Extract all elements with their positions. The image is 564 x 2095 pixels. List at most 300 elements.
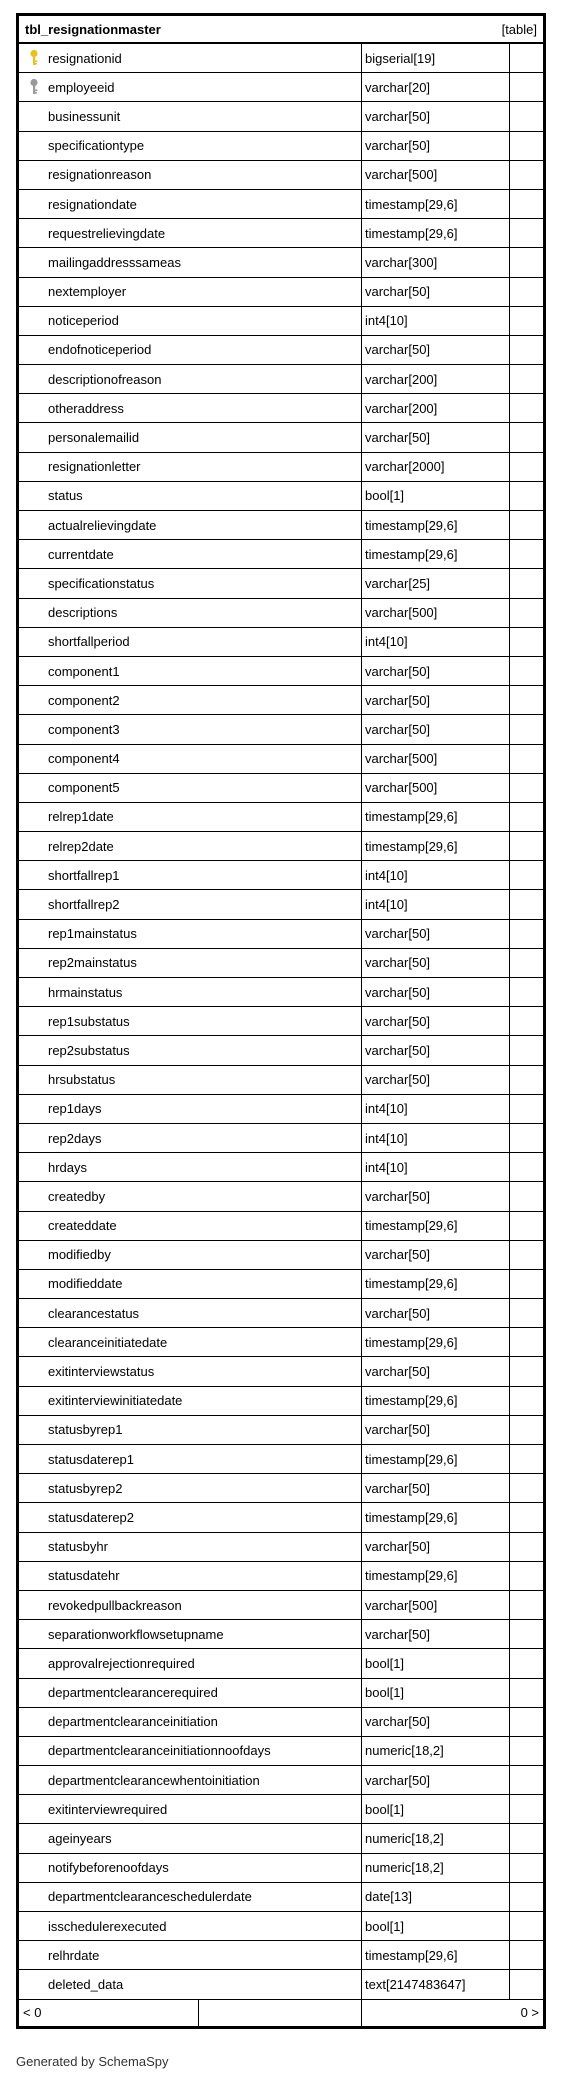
column-type: varchar[50]	[362, 1036, 510, 1064]
column-row[interactable]	[19, 1562, 543, 1591]
column-name: exitinterviewinitiatedate	[48, 1393, 183, 1409]
column-row[interactable]	[19, 482, 543, 511]
column-name: rep2mainstatus	[48, 955, 137, 971]
column-extra-cell	[510, 1007, 543, 1035]
column-type: date[13]	[362, 1883, 510, 1911]
column-name-cell	[19, 1503, 362, 1531]
column-extra-cell	[510, 453, 543, 481]
column-type: numeric[18,2]	[362, 1737, 510, 1765]
column-row[interactable]	[19, 1416, 543, 1445]
column-row[interactable]	[19, 1241, 543, 1270]
column-name: statusbyhr	[48, 1539, 108, 1555]
column-name-cell	[19, 1679, 362, 1707]
child-count: 0 >	[520, 2005, 539, 2021]
column-name: actualrelievingdate	[48, 517, 157, 533]
key-placeholder	[24, 223, 44, 243]
key-placeholder	[24, 1653, 44, 1673]
column-name-cell	[19, 1299, 362, 1327]
column-type: varchar[2000]	[362, 453, 510, 481]
column-name-cell	[19, 1357, 362, 1385]
column-name: separationworkflowsetupname	[48, 1626, 224, 1642]
column-row[interactable]	[19, 307, 543, 336]
column-extra-cell	[510, 102, 543, 130]
column-row[interactable]	[19, 1357, 543, 1386]
column-row[interactable]	[19, 365, 543, 394]
column-type: varchar[500]	[362, 774, 510, 802]
column-extra-cell	[510, 1328, 543, 1356]
column-name-cell	[19, 1328, 362, 1356]
column-name-cell	[19, 1533, 362, 1561]
key-placeholder	[24, 1303, 44, 1323]
column-name-cell	[19, 1036, 362, 1064]
column-type: timestamp[29,6]	[362, 219, 510, 247]
column-name: departmentclearanceinitiationnoofdays	[48, 1743, 271, 1759]
column-extra-cell	[510, 599, 543, 627]
column-name: endofnoticeperiod	[48, 342, 152, 358]
key-placeholder	[24, 1683, 44, 1703]
column-name-cell	[19, 278, 362, 306]
column-name-cell	[19, 190, 362, 218]
column-type: varchar[50]	[362, 102, 510, 130]
column-extra-cell	[510, 686, 543, 714]
column-name: revokedpullbackreason	[48, 1597, 182, 1613]
column-extra-cell	[510, 1503, 543, 1531]
column-extra-cell	[510, 920, 543, 948]
column-row[interactable]	[19, 1328, 543, 1357]
column-type: varchar[50]	[362, 1357, 510, 1385]
column-row[interactable]	[19, 540, 543, 569]
key-placeholder	[24, 515, 44, 535]
column-extra-cell	[510, 1416, 543, 1444]
key-placeholder	[24, 865, 44, 885]
column-name-cell	[19, 803, 362, 831]
column-row[interactable]	[19, 1212, 543, 1241]
key-placeholder	[24, 1011, 44, 1031]
key-placeholder	[24, 1916, 44, 1936]
table-name: tbl_resignationmaster	[25, 21, 161, 37]
column-type: text[2147483647]	[362, 1970, 510, 1998]
column-type: varchar[50]	[362, 978, 510, 1006]
column-name-cell	[19, 657, 362, 685]
column-name: component3	[48, 721, 120, 737]
column-type: timestamp[29,6]	[362, 1328, 510, 1356]
column-row[interactable]	[19, 1883, 543, 1912]
column-row[interactable]	[19, 1474, 543, 1503]
column-row[interactable]	[19, 1620, 543, 1649]
key-placeholder	[24, 544, 44, 564]
column-row[interactable]	[19, 920, 543, 949]
column-name: departmentclearancerequired	[48, 1685, 218, 1701]
column-row[interactable]	[19, 44, 543, 73]
column-type: varchar[50]	[362, 715, 510, 743]
column-type: numeric[18,2]	[362, 1854, 510, 1882]
column-name-cell	[19, 1007, 362, 1035]
column-type: timestamp[29,6]	[362, 511, 510, 539]
column-extra-cell	[510, 1153, 543, 1181]
column-name: statusdaterep1	[48, 1451, 135, 1467]
key-placeholder	[24, 953, 44, 973]
column-name: shortfallrep2	[48, 897, 120, 913]
column-name-cell	[19, 511, 362, 539]
key-placeholder	[24, 1507, 44, 1527]
column-type: varchar[50]	[362, 1241, 510, 1269]
column-row[interactable]	[19, 1066, 543, 1095]
column-name-cell	[19, 1095, 362, 1123]
key-placeholder	[24, 603, 44, 623]
column-name: rep2days	[48, 1130, 102, 1146]
column-extra-cell	[510, 132, 543, 160]
column-extra-cell	[510, 278, 543, 306]
column-row[interactable]	[19, 336, 543, 365]
column-row[interactable]	[19, 423, 543, 452]
column-type: timestamp[29,6]	[362, 540, 510, 568]
parent-count: < 0	[19, 2000, 199, 2026]
key-placeholder	[24, 1887, 44, 1907]
column-name-cell	[19, 219, 362, 247]
column-row[interactable]	[19, 1007, 543, 1036]
column-name-cell	[19, 1620, 362, 1648]
column-row[interactable]	[19, 1679, 543, 1708]
column-extra-cell	[510, 1562, 543, 1590]
column-row[interactable]	[19, 1095, 543, 1124]
key-placeholder	[24, 428, 44, 448]
column-row[interactable]	[19, 190, 543, 219]
column-row[interactable]	[19, 1387, 543, 1416]
key-placeholder	[24, 1186, 44, 1206]
column-name-cell	[19, 540, 362, 568]
key-placeholder	[24, 1537, 44, 1557]
column-extra-cell	[510, 1795, 543, 1823]
column-name-cell	[19, 1912, 362, 1940]
key-placeholder	[24, 1128, 44, 1148]
column-name-cell	[19, 1066, 362, 1094]
column-extra-cell	[510, 423, 543, 451]
key-placeholder	[24, 1245, 44, 1265]
column-extra-cell	[510, 1679, 543, 1707]
column-type: varchar[50]	[362, 1766, 510, 1794]
column-name: currentdate	[48, 546, 114, 562]
key-placeholder	[24, 136, 44, 156]
key-placeholder	[24, 1216, 44, 1236]
column-type: varchar[50]	[362, 1620, 510, 1648]
column-name: descriptions	[48, 605, 118, 621]
column-name: statusbyrep2	[48, 1480, 123, 1496]
key-placeholder	[24, 778, 44, 798]
column-extra-cell	[510, 657, 543, 685]
column-type: int4[10]	[362, 307, 510, 335]
column-name-cell	[19, 1737, 362, 1765]
column-name-cell	[19, 569, 362, 597]
column-name-cell	[19, 1824, 362, 1852]
column-row[interactable]	[19, 569, 543, 598]
column-name: requestrelievingdate	[48, 225, 166, 241]
column-name-cell	[19, 1182, 362, 1210]
column-row[interactable]	[19, 1795, 543, 1824]
column-name-cell	[19, 44, 362, 72]
column-row[interactable]	[19, 1182, 543, 1211]
column-row[interactable]	[19, 511, 543, 540]
key-placeholder	[24, 1274, 44, 1294]
column-row[interactable]	[19, 1854, 543, 1883]
column-row[interactable]	[19, 657, 543, 686]
column-name-cell	[19, 1562, 362, 1590]
column-name-cell	[19, 599, 362, 627]
column-type: varchar[50]	[362, 423, 510, 451]
key-placeholder	[24, 486, 44, 506]
column-type: timestamp[29,6]	[362, 1387, 510, 1415]
column-name-cell	[19, 394, 362, 422]
column-type: int4[10]	[362, 1095, 510, 1123]
column-type: timestamp[29,6]	[362, 1445, 510, 1473]
column-type: varchar[50]	[362, 1533, 510, 1561]
column-extra-cell	[510, 394, 543, 422]
column-extra-cell	[510, 715, 543, 743]
column-extra-cell	[510, 1883, 543, 1911]
column-type: int4[10]	[362, 1124, 510, 1152]
key-placeholder	[24, 311, 44, 331]
column-row[interactable]	[19, 161, 543, 190]
column-name-cell	[19, 1766, 362, 1794]
column-row[interactable]	[19, 453, 543, 482]
column-name: resignationletter	[48, 459, 141, 475]
column-type: varchar[50]	[362, 949, 510, 977]
column-row[interactable]	[19, 102, 543, 131]
column-name: exitinterviewrequired	[48, 1801, 168, 1817]
column-type: varchar[50]	[362, 336, 510, 364]
key-placeholder	[24, 719, 44, 739]
column-row[interactable]	[19, 949, 543, 978]
column-extra-cell	[510, 1357, 543, 1385]
column-name: hrmainstatus	[48, 984, 123, 1000]
table-kind-label: [table]	[501, 21, 537, 37]
column-type: varchar[50]	[362, 686, 510, 714]
key-placeholder	[24, 1974, 44, 1994]
column-type: int4[10]	[362, 628, 510, 656]
column-type: bool[1]	[362, 1679, 510, 1707]
column-name-cell	[19, 1883, 362, 1911]
column-row[interactable]	[19, 1124, 543, 1153]
column-row[interactable]	[19, 832, 543, 861]
column-row[interactable]	[19, 1153, 543, 1182]
column-list	[19, 44, 543, 2000]
column-name: rep1substatus	[48, 1013, 130, 1029]
column-name: hrdays	[48, 1159, 88, 1175]
column-row[interactable]	[19, 219, 543, 248]
column-name: resignationid	[48, 50, 122, 66]
column-row[interactable]	[19, 132, 543, 161]
column-row[interactable]	[19, 861, 543, 890]
column-name: exitinterviewstatus	[48, 1364, 155, 1380]
column-extra-cell	[510, 365, 543, 393]
column-name-cell	[19, 453, 362, 481]
column-name: component1	[48, 663, 120, 679]
column-name: departmentclearanceschedulerdate	[48, 1889, 252, 1905]
column-name: specificationtype	[48, 138, 145, 154]
key-placeholder	[24, 1478, 44, 1498]
column-name: mailingaddresssameas	[48, 254, 181, 270]
column-row[interactable]	[19, 774, 543, 803]
column-name-cell	[19, 1649, 362, 1677]
column-row[interactable]	[19, 745, 543, 774]
column-extra-cell	[510, 219, 543, 247]
column-name: component5	[48, 780, 120, 796]
primary-key-icon	[24, 48, 44, 68]
column-name: rep1days	[48, 1101, 102, 1117]
key-placeholder	[24, 1566, 44, 1586]
column-type: numeric[18,2]	[362, 1824, 510, 1852]
column-extra-cell	[510, 628, 543, 656]
column-row[interactable]	[19, 1941, 543, 1970]
key-placeholder	[24, 1332, 44, 1352]
generator-credit: Generated by SchemaSpy	[16, 2054, 169, 2069]
column-name-cell	[19, 861, 362, 889]
column-row[interactable]	[19, 1503, 543, 1532]
column-row[interactable]	[19, 803, 543, 832]
column-name: modifiedby	[48, 1247, 111, 1263]
column-name: component2	[48, 692, 120, 708]
column-name-cell	[19, 686, 362, 714]
column-row[interactable]	[19, 628, 543, 657]
column-row[interactable]	[19, 1036, 543, 1065]
key-placeholder	[24, 924, 44, 944]
key-placeholder	[24, 457, 44, 477]
column-name: personalemailid	[48, 430, 140, 446]
key-placeholder	[24, 252, 44, 272]
column-row[interactable]	[19, 1708, 543, 1737]
column-extra-cell	[510, 1708, 543, 1736]
table-node[interactable]	[16, 13, 546, 2029]
column-row[interactable]	[19, 73, 543, 102]
column-extra-cell	[510, 44, 543, 72]
column-name-cell	[19, 1241, 362, 1269]
column-name-cell	[19, 1387, 362, 1415]
column-extra-cell	[510, 1241, 543, 1269]
column-name: otheraddress	[48, 400, 124, 416]
column-name: statusbyrep1	[48, 1422, 123, 1438]
key-placeholder	[24, 1858, 44, 1878]
column-name: component4	[48, 751, 120, 767]
column-name-cell	[19, 1591, 362, 1619]
column-extra-cell	[510, 1737, 543, 1765]
key-placeholder	[24, 632, 44, 652]
column-extra-cell	[510, 1095, 543, 1123]
column-type: int4[10]	[362, 1153, 510, 1181]
column-row[interactable]	[19, 1299, 543, 1328]
column-row[interactable]	[19, 715, 543, 744]
column-name-cell	[19, 890, 362, 918]
column-type: timestamp[29,6]	[362, 1562, 510, 1590]
column-row[interactable]	[19, 248, 543, 277]
column-name-cell	[19, 774, 362, 802]
column-row[interactable]	[19, 1445, 543, 1474]
column-row[interactable]	[19, 1912, 543, 1941]
column-extra-cell	[510, 745, 543, 773]
column-row[interactable]	[19, 890, 543, 919]
column-extra-cell	[510, 949, 543, 977]
column-type: bool[1]	[362, 1795, 510, 1823]
column-extra-cell	[510, 1387, 543, 1415]
column-type: timestamp[29,6]	[362, 190, 510, 218]
column-row[interactable]	[19, 394, 543, 423]
column-name-cell	[19, 715, 362, 743]
column-type: varchar[25]	[362, 569, 510, 597]
column-row[interactable]	[19, 1824, 543, 1853]
column-name: createddate	[48, 1218, 117, 1234]
column-row[interactable]	[19, 1737, 543, 1766]
column-row[interactable]	[19, 1591, 543, 1620]
column-type: varchar[200]	[362, 365, 510, 393]
column-name-cell	[19, 978, 362, 1006]
column-type: varchar[500]	[362, 599, 510, 627]
key-placeholder	[24, 1070, 44, 1090]
key-placeholder	[24, 749, 44, 769]
column-extra-cell	[510, 511, 543, 539]
key-placeholder	[24, 1595, 44, 1615]
key-placeholder	[24, 398, 44, 418]
key-placeholder	[24, 1362, 44, 1382]
column-name-cell	[19, 1153, 362, 1181]
column-extra-cell	[510, 1036, 543, 1064]
column-name: rep1mainstatus	[48, 926, 137, 942]
column-name-cell	[19, 628, 362, 656]
column-name: statusdaterep2	[48, 1509, 135, 1525]
column-name-cell	[19, 1708, 362, 1736]
column-row[interactable]	[19, 278, 543, 307]
column-name: deleted_data	[48, 1976, 124, 1992]
column-type: varchar[50]	[362, 1474, 510, 1502]
column-row[interactable]	[19, 1270, 543, 1299]
column-name: shortfallperiod	[48, 634, 130, 650]
key-placeholder	[24, 1391, 44, 1411]
column-row[interactable]	[19, 1533, 543, 1562]
column-row[interactable]	[19, 599, 543, 628]
column-type: varchar[20]	[362, 73, 510, 101]
column-extra-cell	[510, 1533, 543, 1561]
key-placeholder	[24, 165, 44, 185]
column-extra-cell	[510, 248, 543, 276]
key-placeholder	[24, 194, 44, 214]
column-row[interactable]	[19, 1766, 543, 1795]
column-type: timestamp[29,6]	[362, 1270, 510, 1298]
key-placeholder	[24, 1712, 44, 1732]
column-name-cell	[19, 1445, 362, 1473]
column-type: timestamp[29,6]	[362, 1503, 510, 1531]
column-name: rep2substatus	[48, 1042, 130, 1058]
column-row[interactable]	[19, 978, 543, 1007]
column-extra-cell	[510, 1824, 543, 1852]
key-placeholder	[24, 1449, 44, 1469]
column-name: approvalrejectionrequired	[48, 1655, 195, 1671]
column-type: varchar[50]	[362, 657, 510, 685]
column-type: timestamp[29,6]	[362, 803, 510, 831]
column-row[interactable]	[19, 1649, 543, 1678]
column-row[interactable]	[19, 1970, 543, 1999]
column-type: varchar[50]	[362, 278, 510, 306]
column-name-cell	[19, 1854, 362, 1882]
column-type: bool[1]	[362, 1649, 510, 1677]
column-name: resignationdate	[48, 196, 137, 212]
column-name-cell	[19, 1270, 362, 1298]
column-type: int4[10]	[362, 861, 510, 889]
column-name: shortfallrep1	[48, 867, 120, 883]
column-name: departmentclearancewhentoinitiation	[48, 1772, 260, 1788]
column-row[interactable]	[19, 686, 543, 715]
column-extra-cell	[510, 1299, 543, 1327]
column-extra-cell	[510, 1912, 543, 1940]
column-name-cell	[19, 1474, 362, 1502]
column-extra-cell	[510, 803, 543, 831]
column-type: varchar[50]	[362, 1708, 510, 1736]
